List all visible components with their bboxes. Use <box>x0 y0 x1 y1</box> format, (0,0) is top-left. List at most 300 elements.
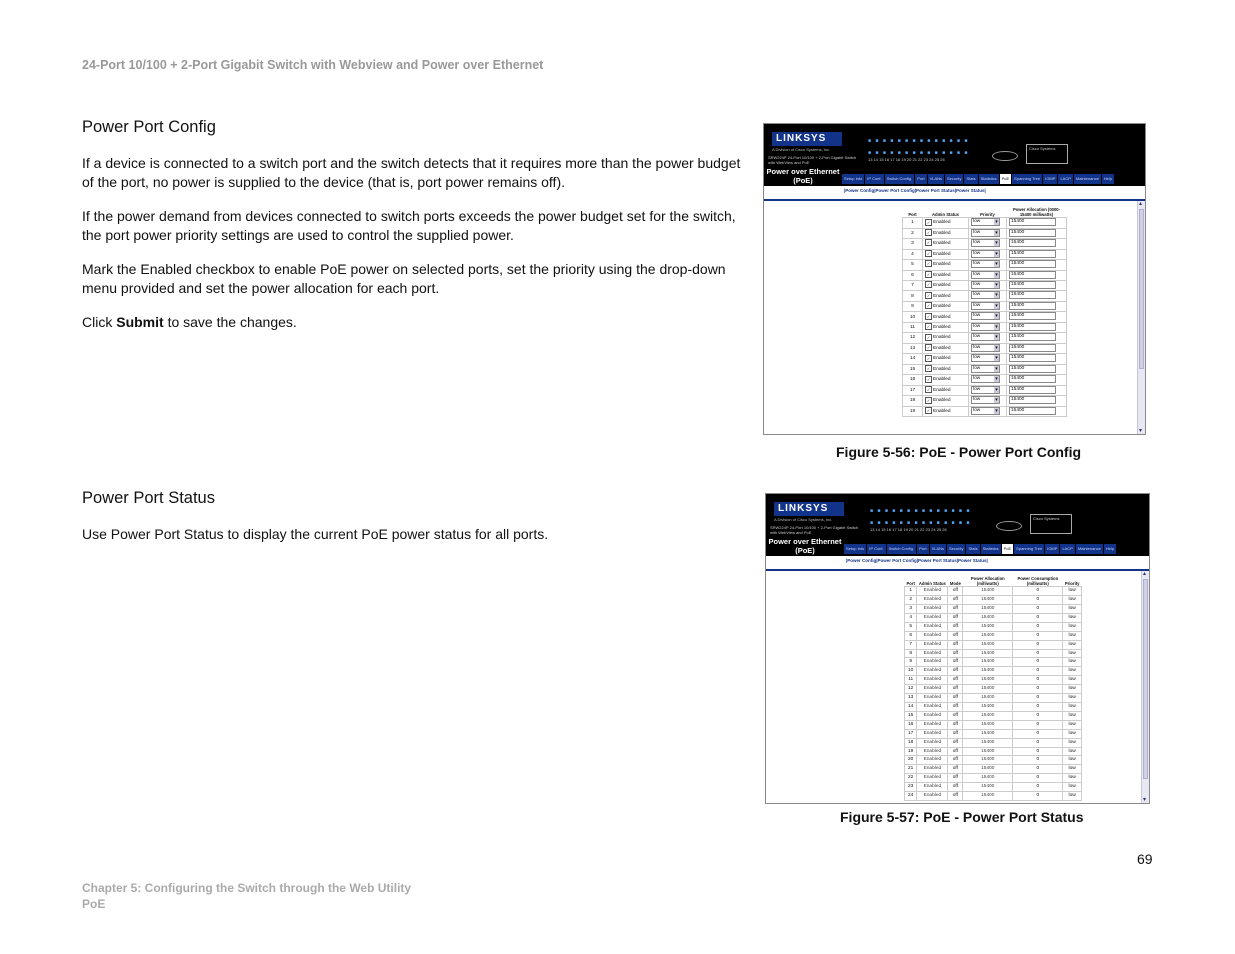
footer-chapter: Chapter 5: Configuring the Switch through the Web Utility <box>82 881 412 895</box>
cisco-text: Cisco Systems <box>1029 146 1056 151</box>
paragraph: If the power demand from devices connected to switch ports exceeds the power budget set for the switch, the port power priority settings are used to control the supplied power. <box>82 208 736 243</box>
nav-bar <box>764 166 1145 186</box>
priority-cell <box>969 281 1007 291</box>
col-priority: Priority <box>980 211 995 217</box>
figure-caption: Figure 5-56: PoE - Power Port Config <box>836 444 1082 460</box>
enabled-label: Enabled <box>933 304 951 310</box>
priority-select[interactable]: low ▾ <box>971 407 1000 415</box>
power-allocation-cell: 15400 <box>963 676 1013 685</box>
tab-statistics[interactable]: Statistics <box>979 174 999 184</box>
table-row <box>905 756 1082 765</box>
power-allocation-cell: 15400 <box>963 774 1013 783</box>
priority-cell: low <box>1063 613 1082 622</box>
power-allocation-input[interactable]: 15400 <box>1009 239 1056 247</box>
power-consumption-cell: 0 <box>1013 613 1063 622</box>
paragraph-submit <box>82 313 744 332</box>
scroll-thumb[interactable] <box>1143 579 1148 779</box>
port-cell: 11 <box>903 322 923 332</box>
port-cell: 11 <box>905 676 917 685</box>
table-row <box>903 406 1067 416</box>
mode-cell: off <box>948 649 963 658</box>
port-numbers: 13 14 15 16 17 18 19 20 21 22 23 24 25 26 <box>868 157 945 162</box>
priority-cell: low <box>1063 765 1082 774</box>
submit-term: Submit <box>116 314 164 330</box>
priority-cell: low <box>1063 631 1082 640</box>
enabled-label: Enabled <box>933 314 951 320</box>
power-consumption-cell: 0 <box>1013 711 1063 720</box>
power-allocation-input[interactable]: 15400 <box>1009 407 1056 415</box>
enabled-label: Enabled <box>933 283 951 289</box>
enabled-checkbox[interactable]: ✓ <box>926 271 931 277</box>
table-row <box>905 587 1082 596</box>
admin-status-cell <box>923 375 969 385</box>
port-cell: 21 <box>905 765 917 774</box>
tab-bar <box>842 174 1114 184</box>
priority-select[interactable]: low ▾ <box>971 354 1000 362</box>
priority-cell: low <box>1063 587 1082 596</box>
nav-title: Power over Ethernet (PoE) <box>768 537 842 555</box>
tab-port[interactable]: Port <box>915 174 926 184</box>
admin-status-cell: Enabled <box>917 783 948 792</box>
screenshot-power-port-status <box>765 493 1150 804</box>
port-cell: 17 <box>903 385 923 395</box>
priority-select[interactable]: low ▾ <box>971 271 1000 279</box>
power-allocation-input[interactable]: 15400 <box>1009 396 1056 404</box>
power-allocation-cell: 15400 <box>963 792 1013 801</box>
enabled-label: Enabled <box>933 325 951 330</box>
nav-title: Power over Ethernet (PoE) <box>766 167 840 185</box>
power-allocation-cell <box>1007 354 1067 364</box>
priority-cell: low <box>1063 738 1082 747</box>
priority-cell: low <box>1063 676 1082 685</box>
power-allocation-cell: 15400 <box>963 747 1013 756</box>
priority-cell <box>969 396 1007 406</box>
tab-help[interactable]: Help <box>1104 544 1116 554</box>
mode-cell: off <box>948 792 963 801</box>
col-admin-status: Admin Status <box>918 580 946 586</box>
enabled-checkbox[interactable]: ✓ <box>926 261 931 267</box>
footer-section: PoE <box>82 897 106 911</box>
admin-status-cell: Enabled <box>917 702 948 711</box>
model-text: SRW224P 24-Port 10/100 + 2-Port Gigabit Switch with WebView and PoE <box>768 155 857 165</box>
status-oval-icon <box>992 151 1018 161</box>
port-cell: 8 <box>905 649 917 658</box>
port-cell: 7 <box>903 281 923 291</box>
enabled-label: Enabled <box>933 377 951 383</box>
port-cell: 24 <box>905 792 917 801</box>
admin-status-cell: Enabled <box>917 756 948 765</box>
priority-cell: low <box>1063 649 1082 658</box>
enabled-checkbox[interactable]: ✓ <box>926 324 931 330</box>
power-port-config-table <box>902 208 1067 417</box>
table-row <box>903 281 1067 291</box>
tab-vlans[interactable]: VLANs <box>928 174 944 184</box>
scrollbar[interactable] <box>1141 571 1149 803</box>
priority-cell <box>969 364 1007 374</box>
enabled-checkbox[interactable]: ✓ <box>926 230 931 236</box>
priority-cell <box>969 333 1007 343</box>
tab-setup-info[interactable]: Setup Info <box>844 544 866 554</box>
priority-cell: low <box>1063 729 1082 738</box>
admin-status-cell: Enabled <box>917 694 948 703</box>
priority-cell: low <box>1063 711 1082 720</box>
figure-caption: Figure 5-57: PoE - Power Port Status <box>840 809 1084 825</box>
power-allocation-cell <box>1007 406 1067 416</box>
power-allocation-input[interactable]: 15400 <box>1009 302 1056 310</box>
enabled-checkbox[interactable]: ✓ <box>926 345 931 351</box>
enabled-checkbox[interactable]: ✓ <box>926 250 931 256</box>
mode-cell: off <box>948 658 963 667</box>
priority-cell <box>969 406 1007 416</box>
power-allocation-input[interactable]: 15400 <box>1009 271 1056 279</box>
table-row <box>903 239 1067 249</box>
power-consumption-cell: 0 <box>1013 765 1063 774</box>
scroll-thumb[interactable] <box>1139 209 1144 369</box>
tab-security[interactable]: Security <box>947 544 965 554</box>
priority-cell: low <box>1063 605 1082 614</box>
priority-cell <box>969 228 1007 238</box>
section-title-power-port-status: Power Port Status <box>82 489 215 507</box>
priority-select[interactable]: low ▾ <box>971 291 1000 299</box>
admin-status-cell: Enabled <box>917 631 948 640</box>
mode-cell: off <box>948 774 963 783</box>
tab-ip-conf-[interactable]: IP Conf. <box>867 544 885 554</box>
power-consumption-cell: 0 <box>1013 667 1063 676</box>
port-cell: 8 <box>903 291 923 301</box>
power-consumption-cell: 0 <box>1013 649 1063 658</box>
port-cell: 5 <box>903 260 923 270</box>
enabled-label: Enabled <box>933 241 951 247</box>
port-cell: 20 <box>905 756 917 765</box>
power-allocation-cell: 15400 <box>963 649 1013 658</box>
tab-setup-info[interactable]: Setup Info <box>842 174 864 184</box>
power-consumption-cell: 0 <box>1013 694 1063 703</box>
priority-cell <box>969 270 1007 280</box>
port-cell: 15 <box>905 711 917 720</box>
port-cell: 17 <box>905 729 917 738</box>
table-row <box>903 218 1067 228</box>
table-row <box>903 260 1067 270</box>
table-row <box>905 667 1082 676</box>
enabled-checkbox[interactable]: ✓ <box>926 219 931 225</box>
admin-status-cell <box>923 228 969 238</box>
table-row <box>903 322 1067 332</box>
tab-lacp[interactable]: LACP <box>1058 174 1072 184</box>
port-cell: 1 <box>903 218 923 228</box>
table-row <box>905 783 1082 792</box>
priority-select[interactable]: low ▾ <box>971 218 1000 226</box>
tab-lacp[interactable]: LACP <box>1060 544 1074 554</box>
priority-select[interactable]: low ▾ <box>971 365 1000 373</box>
linksys-logo: LINKSYS <box>774 502 844 516</box>
port-lights: ■ ■ ■ ■ ■ ■ ■ ■ ■ ■ ■ ■ ■ ■ <box>870 508 971 514</box>
priority-select[interactable]: low ▾ <box>971 375 1000 383</box>
power-consumption-cell: 0 <box>1013 676 1063 685</box>
scroll-up-icon[interactable]: ▴ <box>1139 201 1143 207</box>
power-allocation-input[interactable]: 15400 <box>1009 333 1056 341</box>
port-cell: 15 <box>903 364 923 374</box>
tab-poe[interactable]: PoE <box>1000 174 1012 184</box>
admin-status-cell <box>923 291 969 301</box>
power-allocation-cell <box>1007 228 1067 238</box>
mode-cell: off <box>948 738 963 747</box>
table-row <box>905 738 1082 747</box>
enabled-checkbox[interactable]: ✓ <box>926 366 931 372</box>
mode-cell: off <box>948 685 963 694</box>
paragraph: Use Power Port Status to display the current PoE power status for all ports. <box>82 526 549 542</box>
power-consumption-cell: 0 <box>1013 622 1063 631</box>
table-row <box>905 720 1082 729</box>
power-allocation-input[interactable]: 15400 <box>1009 344 1056 352</box>
power-allocation-cell: 15400 <box>963 765 1013 774</box>
priority-cell: low <box>1063 747 1082 756</box>
enabled-checkbox[interactable]: ✓ <box>926 355 931 361</box>
enabled-checkbox[interactable]: ✓ <box>926 334 931 340</box>
tab-spanning-tree[interactable]: Spanning Tree <box>1014 544 1044 554</box>
mode-cell: off <box>948 747 963 756</box>
power-allocation-input[interactable]: 15400 <box>1009 291 1056 299</box>
admin-status-cell: Enabled <box>917 676 948 685</box>
port-cell: 13 <box>905 694 917 703</box>
enabled-label: Enabled <box>933 272 951 278</box>
power-allocation-input[interactable]: 15400 <box>1009 354 1056 362</box>
priority-select[interactable]: low ▾ <box>971 302 1000 310</box>
power-allocation-input[interactable]: 15400 <box>1009 375 1056 383</box>
admin-status-cell <box>923 333 969 343</box>
port-cell: 3 <box>905 605 917 614</box>
mode-cell: off <box>948 720 963 729</box>
enabled-checkbox[interactable]: ✓ <box>926 376 931 382</box>
port-cell: 4 <box>905 613 917 622</box>
scroll-up-icon[interactable]: ▴ <box>1143 571 1147 577</box>
priority-cell: low <box>1063 640 1082 649</box>
power-allocation-cell: 15400 <box>963 720 1013 729</box>
power-allocation-cell <box>1007 270 1067 280</box>
scrollbar[interactable] <box>1137 201 1145 434</box>
table-row <box>905 622 1082 631</box>
priority-select[interactable]: low ▾ <box>971 260 1000 268</box>
enabled-checkbox[interactable]: ✓ <box>926 303 931 309</box>
tab-vlans[interactable]: VLANs <box>930 544 946 554</box>
power-allocation-cell <box>1007 375 1067 385</box>
admin-status-cell <box>923 406 969 416</box>
enabled-checkbox[interactable]: ✓ <box>926 282 931 288</box>
power-allocation-cell <box>1007 343 1067 353</box>
enabled-checkbox[interactable]: ✓ <box>926 387 931 393</box>
admin-status-cell: Enabled <box>917 720 948 729</box>
scroll-down-icon[interactable]: ▾ <box>1139 428 1143 434</box>
table-row <box>905 765 1082 774</box>
priority-cell <box>969 239 1007 249</box>
power-consumption-cell: 0 <box>1013 596 1063 605</box>
power-allocation-cell: 15400 <box>963 631 1013 640</box>
power-allocation-cell: 15400 <box>963 640 1013 649</box>
running-header: 24-Port 10/100 + 2-Port Gigabit Switch with Webview and Power over Ethernet <box>82 58 544 72</box>
priority-select[interactable]: low ▾ <box>971 333 1000 341</box>
power-allocation-input[interactable]: 15400 <box>1009 260 1056 268</box>
port-cell: 9 <box>903 301 923 311</box>
enabled-checkbox[interactable]: ✓ <box>926 397 931 403</box>
tab-igmp[interactable]: IGMP <box>1045 544 1059 554</box>
port-cell: 16 <box>903 375 923 385</box>
port-cell: 4 <box>903 249 923 259</box>
priority-select[interactable]: low ▾ <box>971 239 1000 247</box>
power-allocation-cell: 15400 <box>963 658 1013 667</box>
enabled-label: Enabled <box>933 345 951 351</box>
table-row <box>905 702 1082 711</box>
power-consumption-cell: 0 <box>1013 605 1063 614</box>
priority-cell <box>969 291 1007 301</box>
power-consumption-cell: 0 <box>1013 720 1063 729</box>
power-allocation-input[interactable]: 15400 <box>1009 312 1056 320</box>
table-row <box>905 631 1082 640</box>
section-title-power-port-config: Power Port Config <box>82 118 216 136</box>
tab-igmp[interactable]: IGMP <box>1043 174 1057 184</box>
tab-statistics[interactable]: Statistics <box>981 544 1001 554</box>
mode-cell: off <box>948 605 963 614</box>
power-consumption-cell: 0 <box>1013 747 1063 756</box>
table-row <box>905 596 1082 605</box>
tab-help[interactable]: Help <box>1102 174 1114 184</box>
enabled-checkbox[interactable]: ✓ <box>926 240 931 246</box>
power-consumption-cell: 0 <box>1013 631 1063 640</box>
cisco-logo <box>1026 144 1068 164</box>
admin-status-cell: Enabled <box>917 605 948 614</box>
power-allocation-input[interactable]: 15400 <box>1009 386 1056 394</box>
power-allocation-input[interactable]: 15400 <box>1009 365 1056 373</box>
priority-select[interactable]: low ▾ <box>971 396 1000 404</box>
tab-port[interactable]: Port <box>917 544 928 554</box>
text: Click <box>82 314 117 330</box>
enabled-checkbox[interactable]: ✓ <box>926 313 931 319</box>
admin-status-cell: Enabled <box>917 685 948 694</box>
table-row <box>903 333 1067 343</box>
tab-security[interactable]: Security <box>945 174 963 184</box>
port-cell: 12 <box>903 333 923 343</box>
tab-stats[interactable]: Stats <box>966 544 979 554</box>
power-consumption-cell: 0 <box>1013 702 1063 711</box>
priority-cell <box>969 375 1007 385</box>
admin-status-cell: Enabled <box>917 658 948 667</box>
table-row <box>905 792 1082 801</box>
power-allocation-cell: 15400 <box>963 694 1013 703</box>
power-allocation-cell: 15400 <box>963 711 1013 720</box>
mode-cell: off <box>948 765 963 774</box>
enabled-checkbox[interactable]: ✓ <box>926 292 931 298</box>
banner <box>766 494 1149 536</box>
table-row <box>903 385 1067 395</box>
port-lights: ■ ■ ■ ■ ■ ■ ■ ■ ■ ■ ■ ■ ■ ■ <box>868 150 969 156</box>
port-cell: 14 <box>905 702 917 711</box>
power-allocation-input[interactable]: 15400 <box>1009 229 1056 237</box>
tab-spanning-tree[interactable]: Spanning Tree <box>1012 174 1042 184</box>
enabled-checkbox[interactable]: ✓ <box>926 407 931 413</box>
power-consumption-cell: 0 <box>1013 738 1063 747</box>
paragraph: Mark the Enabled checkbox to enable PoE power on selected ports, set the priority using the drop-down menu provided and set the power allocation for each port. <box>82 261 726 296</box>
mode-cell: off <box>948 702 963 711</box>
power-allocation-input[interactable]: 15400 <box>1009 281 1056 289</box>
priority-cell <box>969 312 1007 322</box>
subnav-links[interactable]: |Power Config|Power Port Config|Power Port Status|Power Status| <box>844 188 986 193</box>
admin-status-cell <box>923 364 969 374</box>
scroll-down-icon[interactable]: ▾ <box>1143 797 1147 803</box>
col-power-allocation: Power Allocation (0000-15400 milliwatts) <box>1012 207 1061 217</box>
admin-status-cell <box>923 260 969 270</box>
col-port: Port <box>906 580 915 586</box>
admin-status-cell <box>923 249 969 259</box>
status-oval-icon <box>996 521 1022 531</box>
power-allocation-cell: 15400 <box>963 729 1013 738</box>
port-cell: 10 <box>903 312 923 322</box>
priority-select[interactable]: low ▾ <box>971 281 1000 289</box>
table-row <box>903 375 1067 385</box>
admin-status-cell: Enabled <box>917 765 948 774</box>
divider <box>764 199 1145 201</box>
power-consumption-cell: 0 <box>1013 756 1063 765</box>
power-allocation-cell <box>1007 281 1067 291</box>
power-consumption-cell: 0 <box>1013 783 1063 792</box>
priority-cell: low <box>1063 702 1082 711</box>
priority-cell: low <box>1063 756 1082 765</box>
table-row <box>905 694 1082 703</box>
port-cell: 23 <box>905 783 917 792</box>
tab-maintenance[interactable]: Maintenance <box>1076 544 1103 554</box>
priority-select[interactable]: low ▾ <box>971 344 1000 352</box>
admin-status-cell <box>923 343 969 353</box>
port-cell: 22 <box>905 774 917 783</box>
port-cell: 18 <box>905 738 917 747</box>
subnav-links[interactable]: |Power Config|Power Port Config|Power Port Status|Power Status| <box>846 558 988 563</box>
power-allocation-cell <box>1007 301 1067 311</box>
admin-status-cell <box>923 396 969 406</box>
power-allocation-cell: 15400 <box>963 605 1013 614</box>
table-row <box>903 301 1067 311</box>
col-mode: Mode <box>949 580 961 586</box>
power-allocation-input[interactable]: 15400 <box>1009 218 1056 226</box>
priority-select[interactable]: low ▾ <box>971 312 1000 320</box>
priority-cell: low <box>1063 783 1082 792</box>
port-lights: ■ ■ ■ ■ ■ ■ ■ ■ ■ ■ ■ ■ ■ ■ <box>870 520 971 526</box>
tab-switch-config-[interactable]: Switch Config. <box>887 544 917 554</box>
power-allocation-cell <box>1007 385 1067 395</box>
power-allocation-cell <box>1007 218 1067 228</box>
power-allocation-cell <box>1007 239 1067 249</box>
power-allocation-input[interactable]: 15400 <box>1009 250 1056 258</box>
priority-select[interactable]: low ▾ <box>971 323 1000 331</box>
power-allocation-cell: 15400 <box>963 622 1013 631</box>
tab-stats[interactable]: Stats <box>964 174 977 184</box>
priority-select[interactable]: low ▾ <box>971 386 1000 394</box>
tab-poe[interactable]: PoE <box>1002 544 1014 554</box>
table-row <box>903 396 1067 406</box>
mode-cell: off <box>948 783 963 792</box>
tab-switch-config-[interactable]: Switch Config. <box>885 174 915 184</box>
logo-subtitle: A Division of Cisco Systems, Inc. <box>772 147 831 152</box>
priority-select[interactable]: low ▾ <box>971 250 1000 258</box>
nav-bar <box>766 536 1149 556</box>
priority-select[interactable]: low ▾ <box>971 229 1000 237</box>
power-allocation-cell: 15400 <box>963 702 1013 711</box>
text: to save the changes. <box>163 314 297 330</box>
power-allocation-input[interactable]: 15400 <box>1009 323 1056 331</box>
priority-cell <box>969 218 1007 228</box>
mode-cell: off <box>948 667 963 676</box>
priority-cell <box>969 322 1007 332</box>
tab-ip-conf-[interactable]: IP Conf. <box>865 174 883 184</box>
enabled-label: Enabled <box>933 220 951 226</box>
tab-maintenance[interactable]: Maintenance <box>1074 174 1101 184</box>
admin-status-cell: Enabled <box>917 729 948 738</box>
